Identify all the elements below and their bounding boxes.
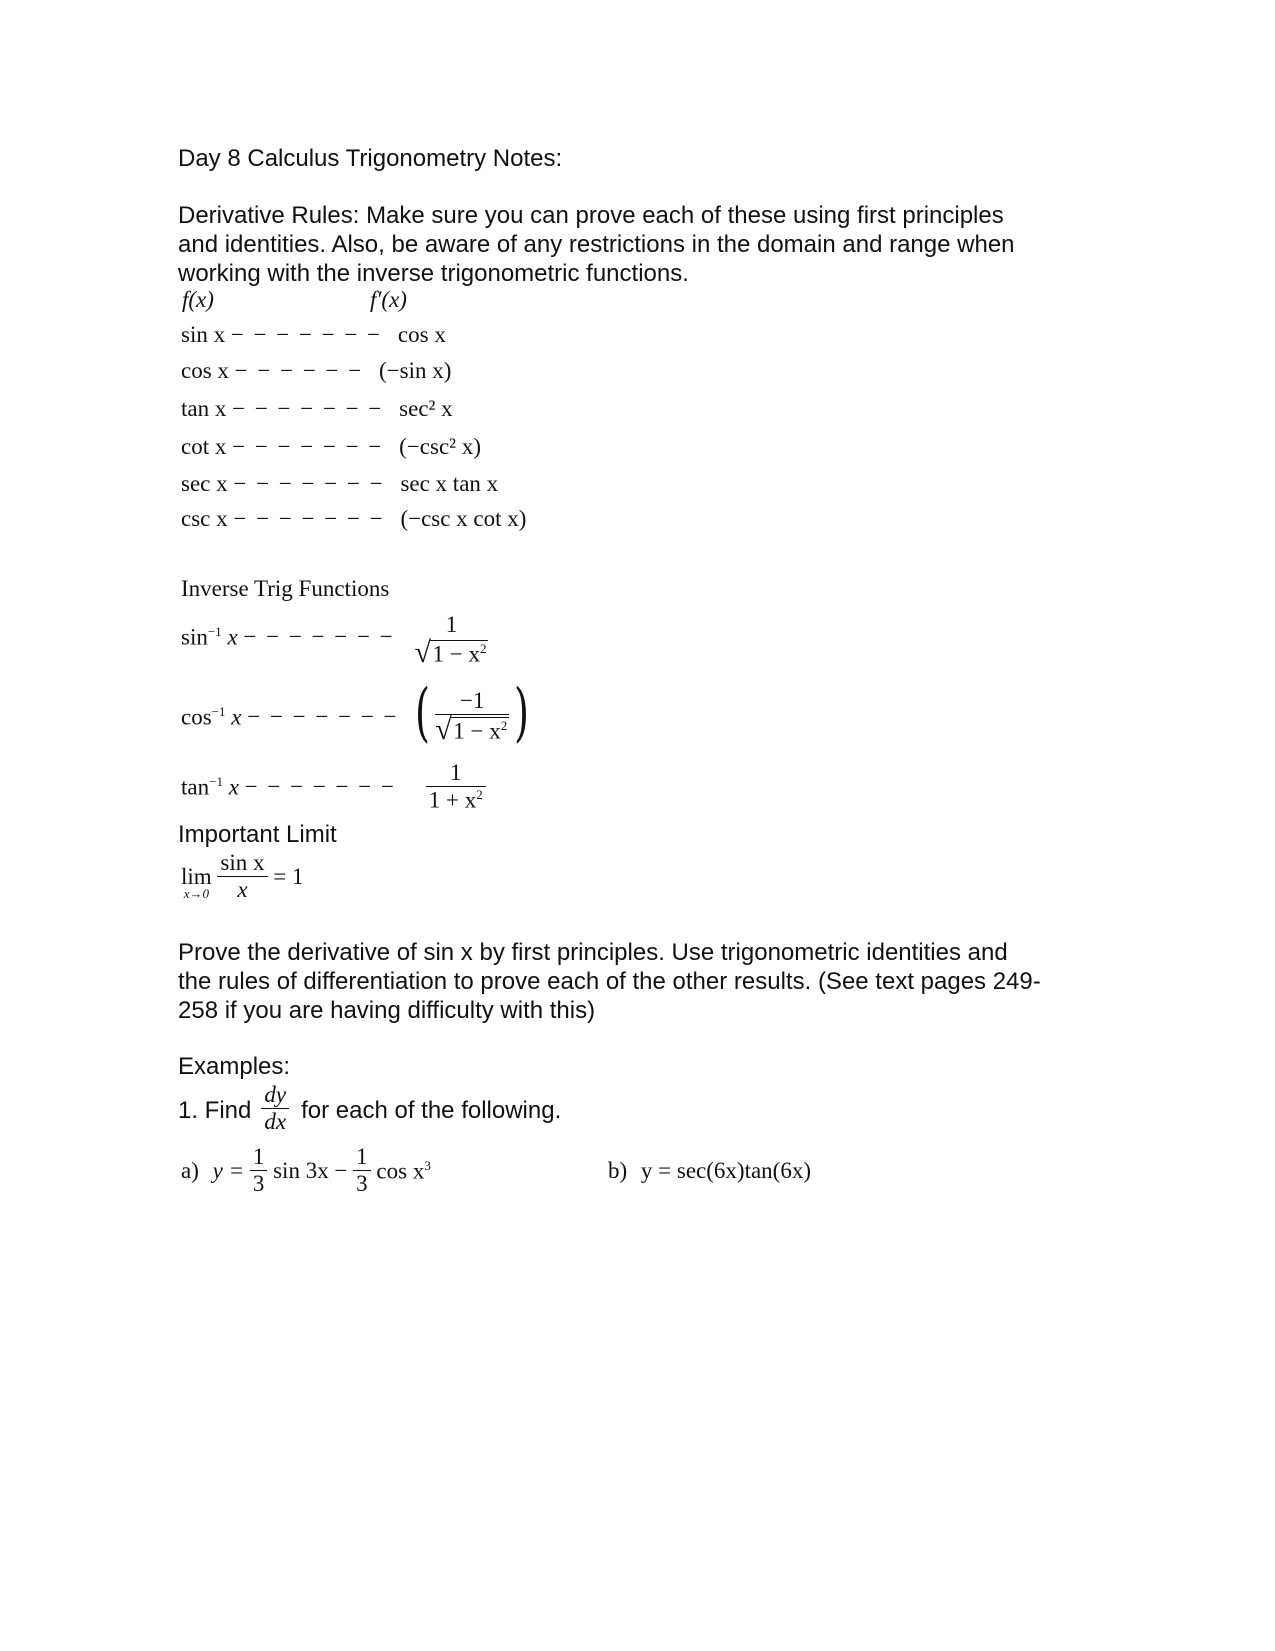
inverse-heading: Inverse Trig Functions: [181, 576, 390, 601]
derivative-result: (−csc² x): [399, 434, 481, 459]
derivative-f: cos x: [181, 358, 229, 383]
dash-leader: − − − − − − −: [233, 506, 385, 531]
header-fpx: f′(x): [370, 287, 407, 312]
dash-leader: − − − − − − −: [233, 471, 385, 496]
page-title: Day 8 Calculus Trigonometry Notes:: [178, 145, 563, 172]
derivative-f: tan x: [181, 396, 227, 421]
part-a: a) y = $\frac{1}{3}$ sin 3x − $\frac{1}{3}$ $\cos x^3$: [181, 1144, 431, 1196]
derivative-row: [181, 396, 453, 422]
derivative-row: [181, 506, 526, 532]
inverse-derivative: ( −1 √ $1 - x^2$ ): [415, 676, 530, 750]
inverse-f: $\sin^{-1} x$: [181, 624, 238, 650]
derivative-f: sin x: [181, 322, 226, 347]
question-1: 1. Find $\frac{dy}{dx}$ for each of the following.: [178, 1082, 562, 1134]
intro-line: Derivative Rules: Make sure you can prove each of these using first principles: [178, 202, 1004, 229]
inverse-row: [181, 676, 534, 750]
derivative-result: (−sin x): [379, 358, 452, 383]
intro-paragraph: [178, 201, 1015, 288]
inverse-row: [181, 612, 488, 668]
prove-line: Prove the derivative of sin x by first principles. Use trigonometric identities and: [178, 939, 1008, 966]
limit-expression: lim x→0 $\frac{\text{sin x}}{x}$ = 1: [181, 850, 304, 902]
dash-leader: − − − − − − −: [230, 322, 383, 347]
inverse-derivative: $\frac{1}{1 + x^2}$: [426, 760, 486, 814]
prove-line: 258 if you are having difficulty with this): [178, 997, 596, 1024]
radical-icon: √: [435, 713, 452, 746]
dash-leader: − − − − − − −: [244, 774, 396, 799]
derivative-row: [181, 322, 446, 348]
derivative-result: (−csc x cot x): [400, 506, 527, 531]
dash-leader: − − − − − − −: [232, 434, 384, 459]
inverse-f: $\cos^{-1} x$: [181, 704, 242, 730]
dash-leader: − − − − − − −: [243, 624, 395, 649]
intro-line: and identities. Also, be aware of any restrictions in the domain and range when: [178, 231, 1015, 258]
derivative-result: sec x tan x: [400, 471, 499, 496]
derivative-row: [181, 471, 498, 497]
derivative-f: sec x: [181, 471, 228, 496]
inverse-row: [181, 760, 486, 814]
header-fx: f(x): [182, 287, 214, 312]
paren-icon: (: [415, 676, 431, 750]
derivative-result: sec² x: [399, 396, 453, 421]
inverse-f: $\tan^{-1} x$: [181, 774, 239, 800]
radical-icon: √: [414, 636, 431, 669]
derivative-row: [181, 358, 451, 384]
examples-heading: Examples:: [178, 1053, 291, 1080]
prove-line: the rules of differentiation to prove each of the other results. (See text pages 249-: [178, 968, 1041, 995]
dash-leader: − − − − − − −: [232, 396, 384, 421]
derivative-result: cos x: [397, 322, 446, 347]
derivative-row: [181, 434, 481, 460]
dash-leader: − − − − − −: [234, 358, 364, 383]
dash-leader: − − − − − − −: [247, 704, 399, 729]
intro-line: working with the inverse trigonometric functions.: [178, 260, 689, 287]
limit-heading: Important Limit: [178, 821, 337, 848]
prove-paragraph: [178, 938, 1041, 1025]
derivative-f: csc x: [181, 506, 228, 531]
inverse-derivative: 1 √ $1 - x^2$: [414, 612, 487, 669]
derivative-f: cot x: [181, 434, 227, 459]
paren-icon: ): [514, 676, 530, 750]
part-b: b) y = sec(6x)tan(6x): [608, 1158, 811, 1183]
